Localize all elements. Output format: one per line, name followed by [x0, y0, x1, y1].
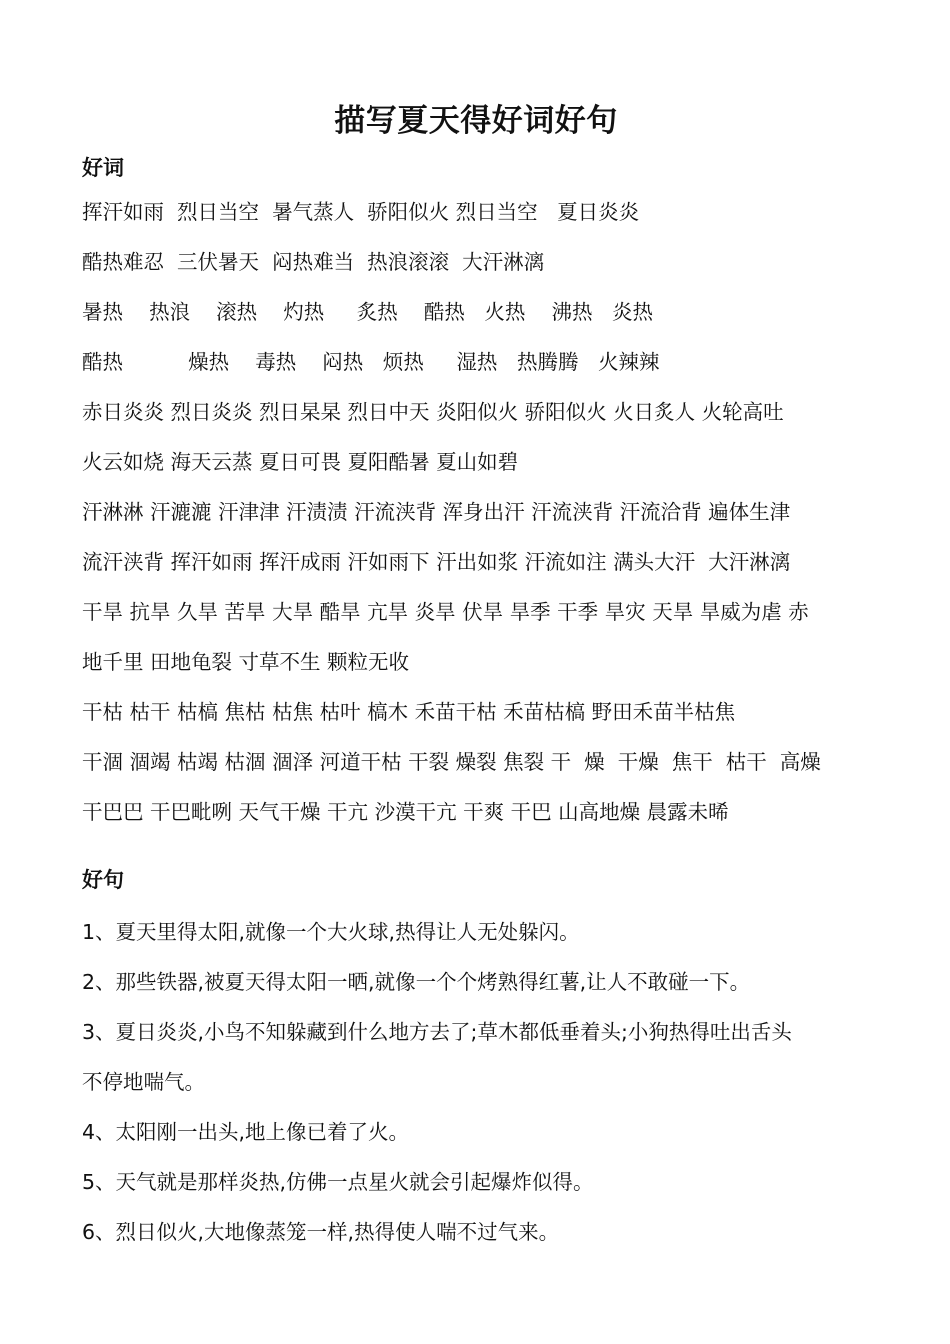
- word-line: 挥汗如雨 烈日当空 暑气蒸人 骄阳似火 烈日当空 夏日炎炎: [82, 200, 640, 224]
- word-line: 酷热难忍 三伏暑天 闷热难当 热浪滚滚 大汗淋漓: [82, 250, 545, 274]
- word-line: 干旱 抗旱 久旱 苦旱 大旱 酷旱 亢旱 炎旱 伏旱 旱季 干季 旱灾 天旱 旱威为虐 赤: [82, 600, 809, 624]
- good-words-list: [82, 187, 870, 837]
- sentence-line: 5、天气就是那样炎热,仿佛一点星火就会引起爆炸似得。: [82, 1170, 594, 1194]
- sentence-line: 3、夏日炎炎,小鸟不知躲藏到什么地方去了;草木都低垂着头;小狗热得吐出舌头: [82, 1020, 792, 1044]
- good-sentences-heading: 好句: [82, 868, 124, 892]
- sentence-line: 4、太阳刚一出头,地上像已着了火。: [82, 1120, 410, 1144]
- word-line: 干枯 枯干 枯槁 焦枯 枯焦 枯叶 槁木 禾苗干枯 禾苗枯槁 野田禾苗半枯焦: [82, 700, 736, 724]
- word-line: 酷热 燥热 毒热 闷热 烦热 湿热 热腾腾 火辣辣: [82, 350, 660, 374]
- sentence-line: 1、夏天里得太阳,就像一个大火球,热得让人无处躲闪。: [82, 920, 580, 944]
- word-line: 干涸 涸竭 枯竭 枯涸 涸泽 河道干枯 干裂 燥裂 焦裂 干 燥 干燥 焦干 枯干 高燥: [82, 750, 821, 774]
- word-line: 地千里 田地龟裂 寸草不生 颗粒无收: [82, 650, 410, 674]
- sentence-line: 不停地喘气。: [82, 1070, 205, 1094]
- good-sentences-list: [82, 907, 870, 1257]
- good-sentences-section: [82, 865, 870, 1257]
- sentence-line: 6、烈日似火,大地像蒸笼一样,热得使人喘不过气来。: [82, 1220, 560, 1244]
- sentence-line: 2、那些铁器,被夏天得太阳一晒,就像一个个烤熟得红薯,让人不敢碰一下。: [82, 970, 751, 994]
- word-line: 暑热 热浪 滚热 灼热 炙热 酷热 火热 沸热 炎热: [82, 300, 654, 324]
- word-line: 汗淋淋 汗漉漉 汗津津 汗渍渍 汗流浃背 浑身出汗 汗流浃背 汗流洽背 遍体生津: [82, 500, 791, 524]
- word-line: 火云如烧 海天云蒸 夏日可畏 夏阳酷暑 夏山如碧: [82, 450, 519, 474]
- good-words-heading: 好词: [82, 156, 124, 180]
- word-line: 流汗浃背 挥汗如雨 挥汗成雨 汗如雨下 汗出如浆 汗流如注 满头大汗 大汗淋漓: [82, 550, 791, 574]
- good-words-section: [82, 153, 870, 837]
- page-title: 描写夏天得好词好句: [334, 103, 618, 139]
- word-line: 赤日炎炎 烈日炎炎 烈日杲杲 烈日中天 炎阳似火 骄阳似火 火日炙人 火轮高吐: [82, 400, 784, 424]
- word-line: 干巴巴 干巴毗咧 天气干燥 干亢 沙漠干亢 干爽 干巴 山高地燥 晨露未晞: [82, 800, 729, 824]
